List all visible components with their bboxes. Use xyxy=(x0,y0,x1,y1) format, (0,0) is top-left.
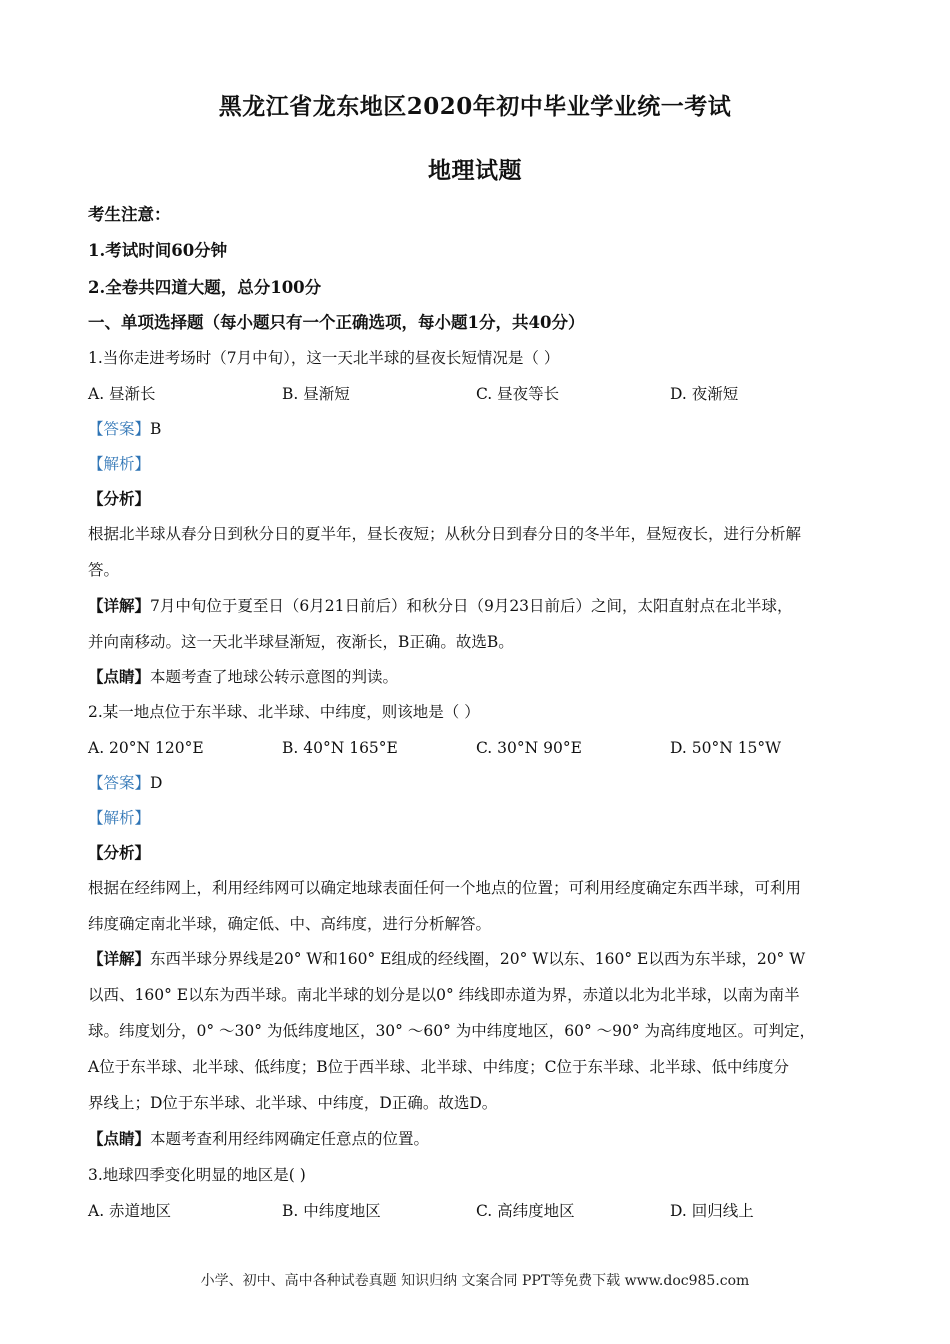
q2-analysis-tag: 【解析】 xyxy=(88,809,151,827)
q3-option-a: A. 赤道地区 xyxy=(88,1202,172,1220)
notice-item-2: 2.全卷共四道大题，总分100分 xyxy=(88,278,322,297)
q2-option-a: A. 20°N 120°E xyxy=(88,739,204,757)
q2-option-c: C. 30°N 90°E xyxy=(476,739,582,757)
q2-detail-line-1 xyxy=(88,949,868,969)
q1-option-a: A. 昼渐长 xyxy=(88,385,156,403)
q1-analysis-tag: 【解析】 xyxy=(88,455,151,473)
answer-tag: 【答案】 xyxy=(88,774,151,792)
q2-answer xyxy=(88,773,868,793)
q3-option-d: D. 回归线上 xyxy=(670,1202,754,1220)
detail-tag: 【详解】 xyxy=(88,949,151,968)
q1-options xyxy=(88,384,868,404)
exam-title: 黑龙江省龙东地区2020年初中毕业学业统一考试 xyxy=(218,93,732,120)
q1-stem: 1.当你走进考场时（7月中旬），这一天北半球的昼夜长短情况是（ ） xyxy=(88,349,560,367)
q2-option-b: B. 40°N 165°E xyxy=(282,739,398,757)
q1-fenxi-line-2: 答。 xyxy=(88,561,120,579)
q1-detail-line-1 xyxy=(88,596,868,616)
q1-option-b: B. 昼渐短 xyxy=(282,385,350,403)
q1-detail-text-1: 7月中旬位于夏至日（6月21日前后）和秋分日（9月23日前后）之间，太阳直射点在北半球， xyxy=(150,597,793,615)
q2-detail-line-3: 球。纬度划分，0° ～30° 为低纬度地区，30° ～60° 为中纬度地区，60° ～90° 为高纬度地区。可判定， xyxy=(88,1022,816,1040)
q1-answer xyxy=(88,419,868,439)
q2-options xyxy=(88,738,868,758)
q2-fenxi-line-2: 纬度确定南北半球，确定低、中、高纬度，进行分析解答。 xyxy=(88,915,492,933)
q2-detail-line-4: A位于东半球、北半球、低纬度；B位于西半球、北半球、中纬度；C位于东半球、北半球、低中纬度分 xyxy=(88,1058,789,1076)
q2-point-text: 本题考查利用经纬网确定任意点的位置。 xyxy=(150,1130,430,1148)
detail-tag: 【详解】 xyxy=(88,596,151,615)
q3-stem: 3.地球四季变化明显的地区是( ) xyxy=(88,1166,306,1184)
q2-detail-text-1: 东西半球分界线是20° W和160° E组成的经线圈，20° W以东、160° E以西为东半球，20° W xyxy=(150,950,806,968)
q1-point-text: 本题考查了地球公转示意图的判读。 xyxy=(150,668,399,686)
q1-fenxi-tag: 【分析】 xyxy=(88,489,151,508)
q1-fenxi-line-1: 根据北半球从春分日到秋分日的夏半年，昼长夜短；从秋分日到春分日的冬半年，昼短夜长，进行分析解 xyxy=(88,525,802,543)
q1-answer-value: B xyxy=(150,420,162,438)
notice-item-1: 1.考试时间60分钟 xyxy=(88,241,228,260)
q2-point xyxy=(88,1129,868,1149)
q1-option-c: C. 昼夜等长 xyxy=(476,385,560,403)
q2-stem: 2.某一地点位于东半球、北半球、中纬度，则该地是（ ） xyxy=(88,703,480,721)
notice-heading: 考生注意： xyxy=(88,205,171,224)
q2-detail-line-5: 界线上；D位于东半球、北半球、中纬度，D正确。故选D。 xyxy=(88,1094,498,1112)
exam-subtitle: 地理试题 xyxy=(428,157,522,184)
q2-detail-line-2: 以西、160° E以东为西半球。南北半球的划分是以0° 纬线即赤道为界，赤道以北为北半球，以南为南半 xyxy=(88,986,800,1004)
q3-option-c: C. 高纬度地区 xyxy=(476,1202,575,1220)
point-tag: 【点睛】 xyxy=(88,667,151,686)
page-footer: 小学、初中、高中各种试卷真题 知识归纳 文案合同 PPT等免费下载 www.doc985.com xyxy=(200,1273,750,1289)
q2-fenxi-tag: 【分析】 xyxy=(88,843,151,862)
section-heading: 一、单项选择题（每小题只有一个正确选项，每小题1分，共40分） xyxy=(88,313,585,332)
q3-option-b: B. 中纬度地区 xyxy=(282,1202,381,1220)
q3-options xyxy=(88,1201,868,1221)
q1-option-d: D. 夜渐短 xyxy=(670,385,739,403)
answer-tag: 【答案】 xyxy=(88,420,151,438)
q2-answer-value: D xyxy=(150,774,163,792)
q1-detail-line-2: 并向南移动。这一天北半球昼渐短，夜渐长，B正确。故选B。 xyxy=(88,633,514,651)
q2-fenxi-line-1: 根据在经纬网上，利用经纬网可以确定地球表面任何一个地点的位置；可利用经度确定东西半球，可利用 xyxy=(88,879,802,897)
q1-point xyxy=(88,667,868,687)
q2-option-d: D. 50°N 15°W xyxy=(670,739,782,757)
point-tag: 【点睛】 xyxy=(88,1129,151,1148)
